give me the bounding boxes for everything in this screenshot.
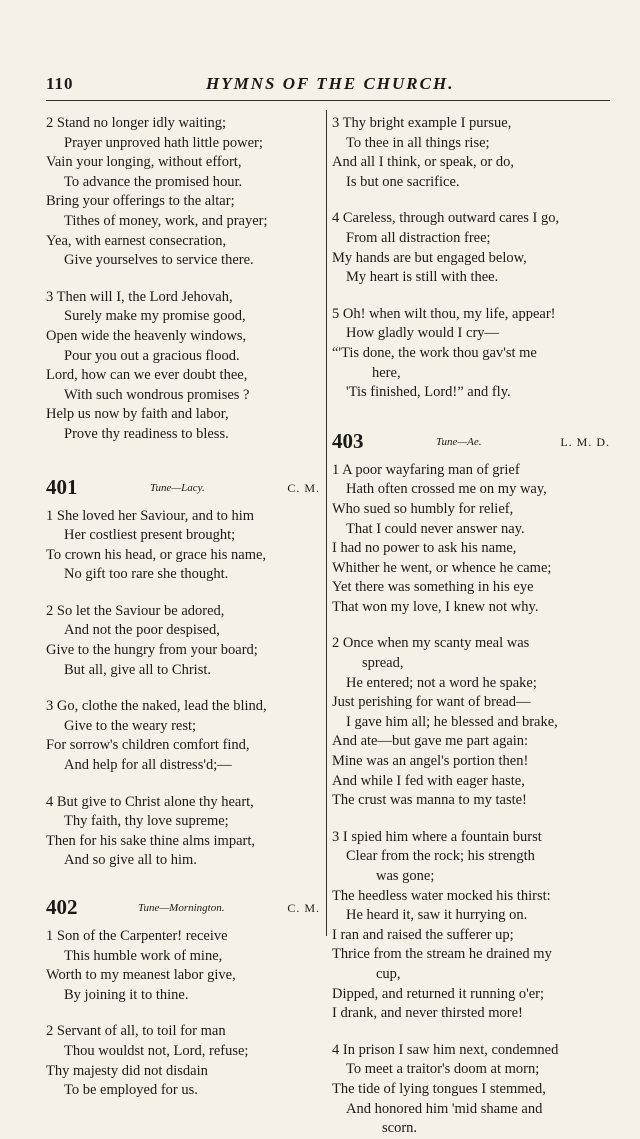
verse-line: Bring your offerings to the altar; [46, 193, 235, 210]
verse-line: To advance the promised hour. [64, 173, 243, 190]
verse-line: That won my love, I knew not why. [332, 598, 539, 615]
verse-line: spread, [362, 655, 404, 672]
verse-line: Dipped, and returned it running o'er; [332, 985, 544, 1002]
verse [46, 793, 322, 871]
verse-line: I gave him all; he blessed and brake, [346, 713, 558, 730]
verse [332, 828, 612, 1024]
hymn-heading [46, 473, 322, 507]
verse-line: My heart is still with thee. [346, 269, 499, 286]
verse-line: 2 Stand no longer idly waiting; [46, 115, 227, 131]
column-divider [326, 110, 327, 936]
page-number: 110 [46, 74, 74, 93]
meter: C. M. [287, 901, 320, 915]
verse-line: Vain your longing, without effort, [46, 154, 242, 171]
verse [46, 114, 322, 271]
verse-line: Just perishing for want of bread— [332, 694, 531, 711]
verse-line: But all, give all to Christ. [64, 661, 212, 678]
tune-name: Tune—Ae. [436, 435, 482, 448]
verse-line: Then for his sake thine alms impart, [46, 832, 255, 849]
verse-line: Yet there was something in his eye [332, 579, 534, 596]
verse-line: Give to the hungry from your board; [46, 642, 258, 659]
page-header [46, 74, 606, 96]
verse-line: Tithes of money, work, and prayer; [64, 212, 268, 229]
verse-line: Thrice from the stream he drained my [332, 946, 552, 963]
verse-line: And honored him 'mid shame and [346, 1100, 543, 1117]
verse-line: To crown his head, or grace his name, [46, 546, 267, 563]
verse-line: 1 A poor wayfaring man of grief [332, 461, 520, 478]
verse-line: Hath often crossed me on my way, [346, 481, 547, 498]
verse-line: With such wondrous promises ? [64, 386, 250, 403]
verse-line: He entered; not a word he spake; [346, 674, 537, 691]
verse-line: 4 Careless, through outward cares I go, [332, 210, 560, 227]
verse-line: Surely make my promise good, [64, 308, 246, 325]
verse-line: Give to the weary rest; [64, 717, 197, 734]
verse [46, 1022, 322, 1100]
verse [46, 927, 322, 1005]
verse-line: This humble work of mine, [64, 947, 223, 964]
verse-line: From all distraction free; [346, 229, 491, 246]
verse-line: The tide of lying tongues I stemmed, [332, 1080, 546, 1097]
verse-line: 1 She loved her Saviour, and to him [46, 507, 255, 524]
verse-line: Who sued so humbly for relief, [332, 500, 514, 517]
verse-line: cup, [376, 965, 401, 982]
verse-line: here, [372, 364, 401, 381]
verse [46, 507, 322, 585]
verse [332, 634, 612, 810]
verse-line: He heard it, saw it hurrying on. [346, 907, 528, 924]
verse-line: Give yourselves to service there. [64, 252, 254, 269]
left-column [46, 114, 322, 1101]
verse-line: No gift too rare she thought. [64, 566, 229, 583]
verse [332, 1041, 612, 1139]
verse [46, 288, 322, 445]
hymn-number: 401 [46, 474, 78, 499]
running-title: HYMNS OF THE CHURCH. [206, 74, 455, 93]
verse-line: Lord, how can we ever doubt thee, [46, 367, 248, 384]
hymn-number: 402 [46, 895, 78, 919]
verse-line: 3 Thy bright example I pursue, [332, 115, 512, 131]
verse-line: For sorrow's children comfort find, [46, 737, 250, 754]
verse [46, 697, 322, 775]
verse-line: And so give all to him. [64, 852, 197, 869]
verse-line: 1 Son of the Carpenter! receive [46, 928, 228, 944]
meter: C. M. [287, 480, 320, 495]
verse-line: Prayer unproved hath little power; [64, 134, 263, 151]
verse-line: 2 So let the Saviour be adored, [46, 602, 225, 619]
verse-line: The heedless water mocked his thirst: [332, 887, 551, 904]
verse-line: Clear from the rock; his strength [346, 848, 535, 865]
verse-line: “'Tis done, the work thou gav'st me [332, 344, 537, 361]
verse-line: Whither he went, or whence he came; [332, 559, 552, 576]
verse-line: Worth to my meanest labor give, [46, 967, 236, 984]
verse-line: I ran and raised the sufferer up; [332, 926, 514, 943]
verse-line: And while I fed with eager haste, [332, 772, 525, 789]
verse-line: That I could never answer nay. [346, 520, 525, 537]
header-rule [46, 100, 610, 101]
verse-line: 4 In prison I saw him next, condemned [332, 1041, 559, 1058]
verse [332, 209, 612, 287]
verse-line: I had no power to ask his name, [332, 540, 517, 557]
verse-line: was gone; [376, 868, 435, 884]
verse-line: Her costliest present brought; [64, 527, 236, 544]
verse-line: 5 Oh! when wilt thou, my life, appear! [332, 305, 556, 322]
verse-line: To thee in all things rise; [346, 134, 490, 151]
verse-line: 4 But give to Christ alone thy heart, [46, 793, 254, 810]
verse-line: Open wide the heavenly windows, [46, 327, 247, 344]
right-column [332, 114, 612, 1139]
verse-line: Thou wouldst not, Lord, refuse; [64, 1042, 249, 1059]
verse-line: I drank, and never thirsted more! [332, 1005, 523, 1022]
verse-line: 3 Go, clothe the naked, lead the blind, [46, 698, 267, 715]
verse-line: Help us now by faith and labor, [46, 406, 229, 423]
verse-line: 2 Once when my scanty meal was [332, 635, 530, 652]
hymn-heading [332, 427, 612, 461]
verse-line: scorn. [382, 1120, 418, 1137]
verse-line: 2 Servant of all, to toil for man [46, 1023, 226, 1040]
verse-line: The crust was manna to my taste! [332, 792, 527, 809]
verse-line: 3 I spied him where a fountain burst [332, 828, 542, 845]
verse-line: Thy majesty did not disdain [46, 1062, 208, 1079]
verse-line: How gladly would I cry— [346, 325, 500, 342]
verse [332, 461, 612, 618]
hymn-heading [46, 893, 322, 927]
verse-line: Prove thy readiness to bless. [64, 425, 229, 442]
verse-line: My hands are but engaged below, [332, 249, 527, 266]
verse-line: To be employed for us. [64, 1082, 198, 1099]
verse-line: 3 Then will I, the Lord Jehovah, [46, 288, 233, 305]
verse-line: And ate—but gave me part again: [332, 733, 529, 750]
verse-line: To meet a traitor's doom at morn; [346, 1061, 540, 1078]
tune-name: Tune—Mornington. [138, 902, 225, 914]
meter: L. M. D. [560, 434, 610, 449]
verse-line: Pour you out a gracious flood. [64, 347, 240, 364]
verse-line: 'Tis finished, Lord!” and fly. [346, 384, 511, 401]
verse-line: Yea, with earnest consecration, [46, 232, 227, 249]
verse-line: And all I think, or speak, or do, [332, 154, 515, 171]
tune-name: Tune—Lacy. [150, 481, 205, 494]
verse [46, 602, 322, 680]
verse [332, 305, 612, 403]
verse [332, 114, 612, 192]
hymn-number: 403 [332, 428, 364, 453]
verse-line: And not the poor despised, [64, 622, 220, 639]
verse-line: Mine was an angel's portion then! [332, 753, 529, 770]
verse-line: By joining it to thine. [64, 986, 189, 1003]
verse-line: Thy faith, thy love supreme; [64, 813, 229, 830]
verse-line: Is but one sacrifice. [346, 173, 460, 190]
verse-line: And help for all distress'd;— [64, 757, 232, 774]
